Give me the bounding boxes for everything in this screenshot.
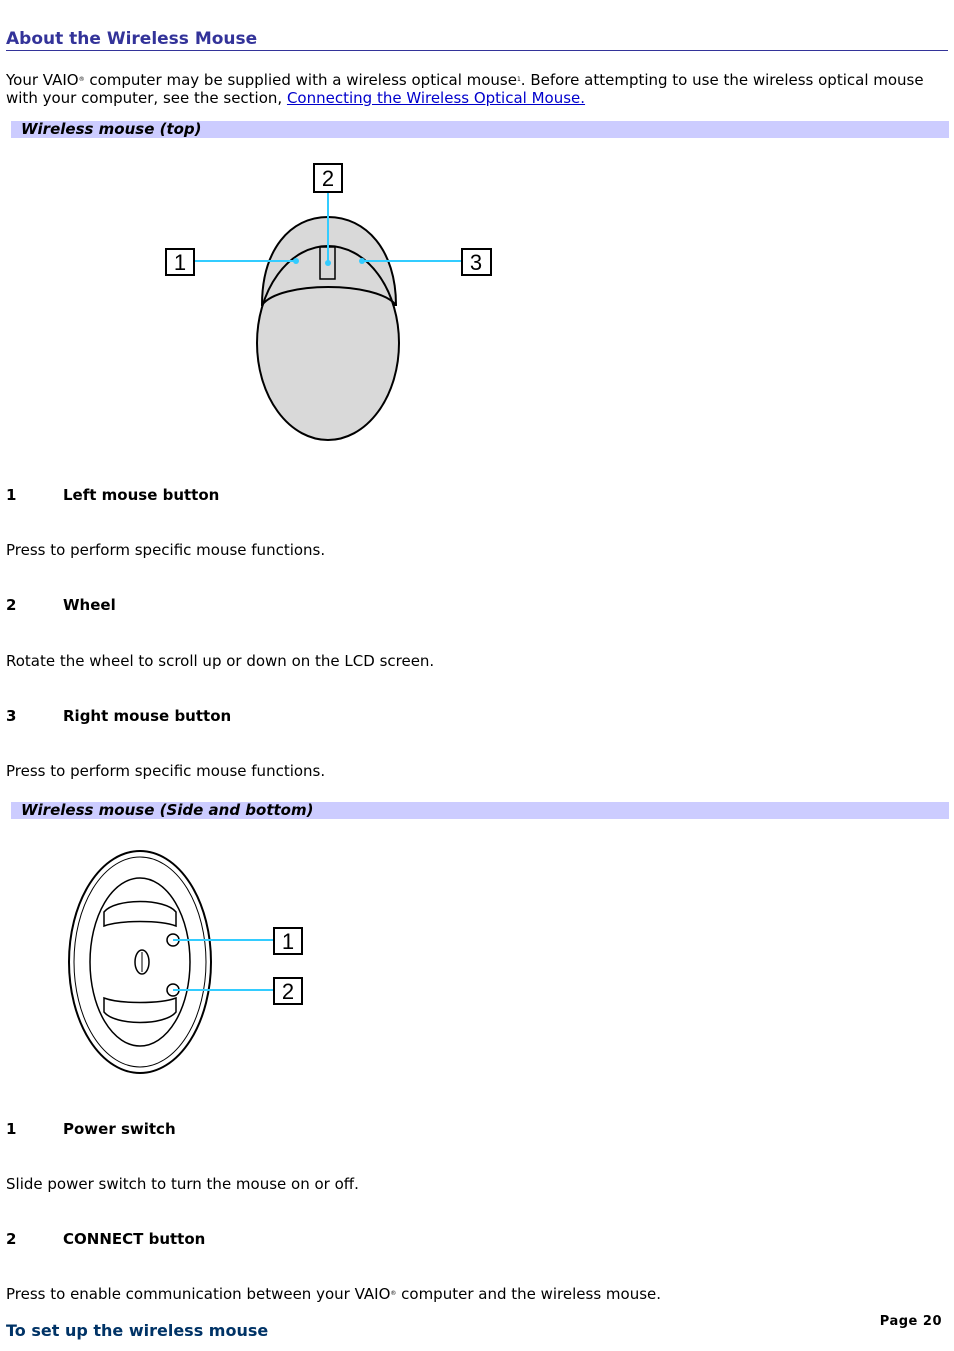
intro-text-3: . Before attempting to use the wireless optical mouse with your computer, see the section, xyxy=(6,71,924,107)
page-number: Page 20 xyxy=(879,1314,942,1329)
item-desc-connect-button xyxy=(6,1285,661,1303)
item-number: 1 xyxy=(6,486,17,504)
callout-1 xyxy=(274,928,302,954)
item-number: 3 xyxy=(6,707,17,725)
mouse-top-illustration xyxy=(150,155,510,450)
item-desc-left-button: Press to perform specific mouse functions. xyxy=(6,541,326,559)
item-term-left-button: Left mouse button xyxy=(63,486,220,504)
item-term-wheel: Wheel xyxy=(63,596,116,614)
footnote-mark: 1 xyxy=(516,76,521,83)
connecting-mouse-link[interactable]: Connecting the Wireless Optical Mouse. xyxy=(286,89,586,107)
callout-2-label: 2 xyxy=(281,979,295,1004)
intro-text-1: Your VAIO xyxy=(6,71,79,89)
registered-mark: ® xyxy=(78,76,85,83)
section-heading-top: Wireless mouse (top) xyxy=(11,121,949,138)
callout-1 xyxy=(166,249,194,275)
item-desc-right-button: Press to perform specific mouse functions. xyxy=(6,762,326,780)
connect-desc-text-2: computer and the wireless mouse. xyxy=(396,1285,662,1303)
callout-2 xyxy=(314,164,342,192)
item-number: 1 xyxy=(6,1120,17,1138)
item-desc-power-switch: Slide power switch to turn the mouse on or off. xyxy=(6,1175,359,1193)
callout-1-label: 1 xyxy=(173,250,187,275)
setup-heading: To set up the wireless mouse xyxy=(6,1321,269,1340)
item-number: 2 xyxy=(6,596,17,614)
item-desc-wheel: Rotate the wheel to scroll up or down on the LCD screen. xyxy=(6,652,435,670)
callout-3 xyxy=(462,249,491,275)
item-term-power-switch: Power switch xyxy=(63,1120,176,1138)
callout-3-label: 3 xyxy=(469,250,483,275)
item-term-connect-button: CONNECT button xyxy=(63,1230,206,1248)
item-term-right-button: Right mouse button xyxy=(63,707,232,725)
section-heading-bottom: Wireless mouse (Side and bottom) xyxy=(11,802,949,819)
connect-desc-text-1: Press to enable communication between your VAIO xyxy=(6,1285,391,1303)
intro-text-2: computer may be supplied with a wireless optical mouse xyxy=(84,71,517,89)
registered-mark: ® xyxy=(390,1290,397,1297)
mouse-bottom-illustration xyxy=(60,840,320,1085)
callout-1-label: 1 xyxy=(281,929,295,954)
page-title: About the Wireless Mouse xyxy=(6,29,948,51)
callout-2-label: 2 xyxy=(321,166,335,191)
callout-2 xyxy=(274,978,302,1004)
intro-paragraph xyxy=(6,71,946,107)
item-number: 2 xyxy=(6,1230,17,1248)
